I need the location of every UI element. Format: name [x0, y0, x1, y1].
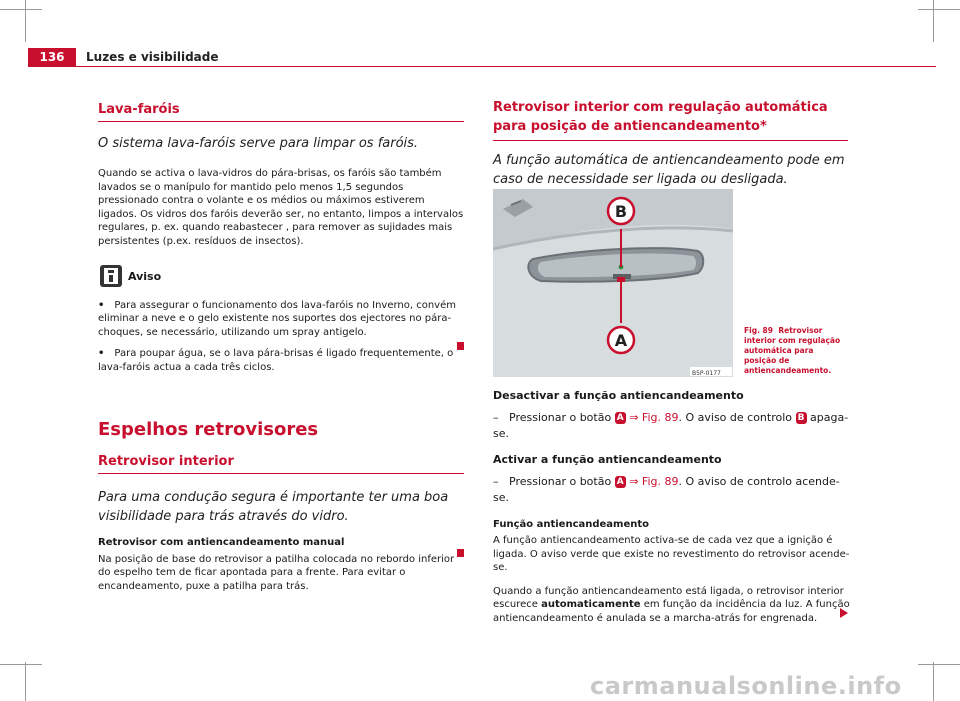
- caption-text: Retrovisor interior com regulação automática para posição de antiencandeamento.: [744, 326, 841, 375]
- watermark: carmanualsonline.info: [590, 672, 902, 700]
- function-p2: Quando a função antiencandeamento está ligada, o retrovisor interior escurece automaticamente em função da incidência da luz. A função antiencandeamento é anulada se a marcha-atrás for engrenada.: [493, 585, 850, 624]
- lava-farois-body: Quando se activa o lava-vidros do pára-brisas, os faróis são também lavados se o manípulo for mantido pelo menos 1,5 segundos pressionado contra o volante e os médios ou máximos estiverem ligados. Os vidros dos faróis deverão ser, no entanto, limpos a intervalos regulares, p. ex. quando reabastecer , para remover as sujidades mais persistentes (p.ex. resíduos de insectos).: [98, 168, 464, 247]
- espelhos-heading: Espelhos retrovisores: [98, 418, 319, 440]
- heading-rule: [98, 473, 464, 474]
- activate-title: Activar a função antiencandeamento: [493, 453, 722, 466]
- lava-farois-intro: O sistema lava-faróis serve para limpar os faróis.: [98, 136, 419, 151]
- heading-rule: [493, 140, 848, 141]
- button-key-b: B: [796, 412, 807, 424]
- left-column: [98, 102, 464, 593]
- figure-89: [493, 189, 733, 377]
- caption-number: Fig. 89: [744, 326, 773, 335]
- figure-code: B5P-0177: [692, 370, 721, 377]
- note-aviso: [98, 265, 464, 289]
- figure-link[interactable]: ⇒ Fig. 89: [629, 475, 679, 488]
- figure-caption: [744, 326, 848, 376]
- retrovisor-interior-heading: Retrovisor interior: [98, 453, 234, 469]
- note-title: Aviso: [128, 269, 162, 283]
- button-key-a: A: [615, 412, 626, 424]
- crop-mark: [933, 662, 934, 701]
- crop-mark: [918, 664, 960, 665]
- activate-step: – Pressionar o botão A ⇒ Fig. 89. O aviso de controlo acende-se.: [493, 475, 840, 504]
- page-header: [28, 48, 936, 67]
- crop-mark: [25, 662, 26, 701]
- section-end-mark: [457, 549, 464, 557]
- mirror-illustration: [493, 189, 733, 377]
- header-rule: [76, 66, 936, 67]
- auto-mirror-intro: A função automática de antiencandeamento pode em caso de necessidade ser ligada ou desligada.: [493, 153, 845, 187]
- crop-mark: [918, 9, 960, 10]
- right-column: [493, 98, 848, 189]
- retrovisor-intro: Para uma condução segura é importante ter uma boa visibilidade para trás através do vidro.: [98, 489, 449, 524]
- manual-subtitle: Retrovisor com antiencandeamento manual: [98, 536, 345, 548]
- function-title: Função antiencandeamento: [493, 519, 650, 530]
- figure-label-a: A: [614, 331, 628, 350]
- info-note-icon: [100, 265, 122, 287]
- auto-mirror-heading: Retrovisor interior com regulação automática para posição de antiencandeamento*: [493, 100, 828, 134]
- button-key-a: A: [615, 476, 626, 488]
- function-p1: A função antiencandeamento activa-se de cada vez que a ignição é ligada. O aviso verde que existe no revestimento do retrovisor acende-se.: [493, 535, 850, 574]
- heading-rule: [98, 121, 464, 122]
- manual-body: Na posição de base do retrovisor a patilha colocada no rebordo inferior do espelho tem de ficar apontada para a frente. Para evitar o encandeamento, puxe a patilha para trás.: [98, 553, 455, 592]
- crop-mark: [933, 0, 934, 42]
- section-title: Luzes e visibilidade: [86, 50, 219, 64]
- section-end-mark: [457, 342, 464, 350]
- page-number: 136: [28, 48, 76, 67]
- figure-link[interactable]: ⇒ Fig. 89: [629, 411, 679, 424]
- note-bullet: • Para poupar água, se o lava pára-brisas é ligado frequentemente, o lava-faróis actua a cada três ciclos.: [98, 348, 454, 373]
- continue-arrow-icon: [840, 608, 848, 618]
- right-steps: [493, 388, 853, 626]
- figure-label-b: B: [614, 202, 628, 221]
- crop-mark: [0, 9, 42, 10]
- note-bullet: • Para assegurar o funcionamento dos lava-faróis no Inverno, convém eliminar a neve e o gelo existente nos suportes dos ejectores no pára-choques, se necessário, utilizando um spray antigelo.: [98, 299, 456, 338]
- crop-mark: [25, 0, 26, 42]
- deactivate-title: Desactivar a função antiencandeamento: [493, 389, 744, 402]
- deactivate-step: – Pressionar o botão A ⇒ Fig. 89. O aviso de controlo B apaga-se.: [493, 411, 849, 440]
- crop-mark: [0, 664, 42, 665]
- lava-farois-heading: Lava-faróis: [98, 102, 180, 117]
